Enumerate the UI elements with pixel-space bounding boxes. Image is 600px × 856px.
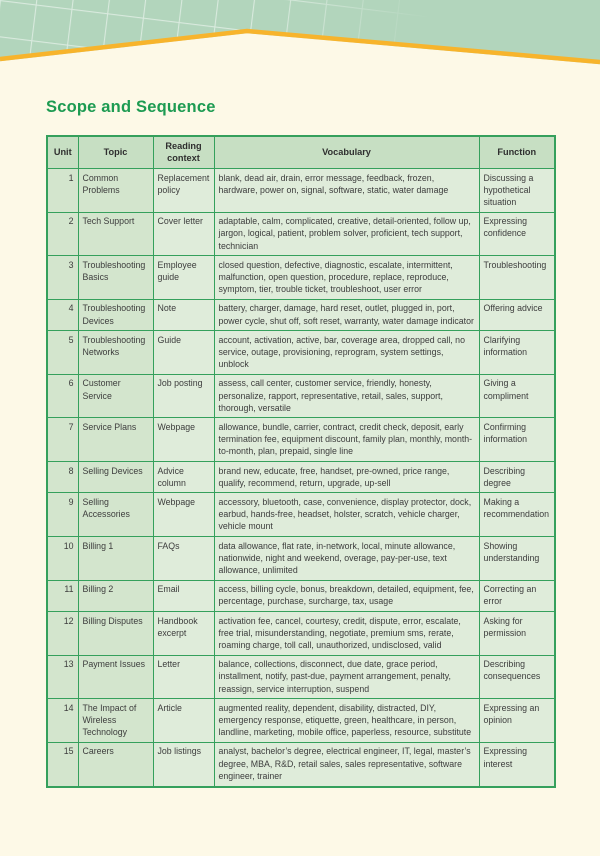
unit-cell: 14 (47, 699, 78, 743)
function-cell: Expressing interest (479, 742, 555, 786)
banner-graphic (0, 0, 600, 70)
topic-cell: Careers (78, 742, 153, 786)
reading-context-cell: Note (153, 299, 214, 330)
function-cell: Confirming information (479, 418, 555, 462)
reading-context-cell: Article (153, 699, 214, 743)
unit-cell: 7 (47, 418, 78, 462)
table-row (47, 331, 555, 375)
topic-cell: Billing 2 (78, 580, 153, 611)
reading-context-cell: Replacement policy (153, 169, 214, 213)
function-cell: Describing consequences (479, 655, 555, 699)
unit-cell: 5 (47, 331, 78, 375)
function-cell: Asking for permission (479, 612, 555, 656)
vocabulary-cell: balance, collections, disconnect, due date, grace period, installment, notify, past-due, payment arrangement, penalty, reassign, service interruption, suspend (214, 655, 479, 699)
column-header-topic: Topic (78, 136, 153, 169)
vocabulary-cell: accessory, bluetooth, case, convenience, display protector, dock, earbud, hands-free, headset, holster, scratch, vehicle charger, vehicle mount (214, 493, 479, 537)
unit-cell: 4 (47, 299, 78, 330)
vocabulary-cell: augmented reality, dependent, disability, distracted, DIY, emergency response, etiquette, green, healthcare, in person, landline, marketing, mobile office, paperless, resource, substitute (214, 699, 479, 743)
function-cell: Troubleshooting (479, 256, 555, 300)
reading-context-cell: Webpage (153, 418, 214, 462)
reading-context-cell: Letter (153, 655, 214, 699)
table-row (47, 580, 555, 611)
topic-cell: Billing 1 (78, 537, 153, 581)
table-row (47, 418, 555, 462)
function-cell: Showing understanding (479, 537, 555, 581)
reading-context-cell: FAQs (153, 537, 214, 581)
table-row (47, 462, 555, 493)
function-cell: Expressing confidence (479, 212, 555, 256)
unit-cell: 12 (47, 612, 78, 656)
reading-context-cell: Webpage (153, 493, 214, 537)
reading-context-cell: Handbook excerpt (153, 612, 214, 656)
topic-cell: The Impact of Wireless Technology (78, 699, 153, 743)
vocabulary-cell: data allowance, flat rate, in-network, local, minute allowance, nationwide, night and weekend, overage, pay-per-use, text allowance, unlimited (214, 537, 479, 581)
reading-context-cell: Guide (153, 331, 214, 375)
table-row (47, 742, 555, 786)
function-cell: Giving a compliment (479, 374, 555, 418)
unit-cell: 9 (47, 493, 78, 537)
vocabulary-cell: account, activation, active, bar, coverage area, dropped call, no service, outage, provisioning, reprogram, system settings, unblock (214, 331, 479, 375)
table-row (47, 169, 555, 213)
column-header-reading-context: Reading context (153, 136, 214, 169)
vocabulary-cell: brand new, educate, free, handset, pre-owned, price range, qualify, recommend, return, upgrade, up-sell (214, 462, 479, 493)
reading-context-cell: Email (153, 580, 214, 611)
column-header-unit: Unit (47, 136, 78, 169)
table-row (47, 493, 555, 537)
unit-cell: 11 (47, 580, 78, 611)
vocabulary-cell: activation fee, cancel, courtesy, credit, dispute, error, escalate, free trial, misunderstanding, negotiate, premium sms, rerate, roaming charge, toll call, unauthorized, undisclosed, valid (214, 612, 479, 656)
unit-cell: 15 (47, 742, 78, 786)
topic-cell: Selling Devices (78, 462, 153, 493)
vocabulary-cell: assess, call center, customer service, friendly, honesty, personalize, rapport, representative, retail, sales, support, thorough, versatile (214, 374, 479, 418)
topic-cell: Troubleshooting Networks (78, 331, 153, 375)
page-title: Scope and Sequence (46, 98, 216, 116)
unit-cell: 3 (47, 256, 78, 300)
function-cell: Discussing a hypothetical situation (479, 169, 555, 213)
vocabulary-cell: closed question, defective, diagnostic, escalate, intermittent, malfunction, open question, procedure, replace, reproduce, symptom, tier, trouble ticket, troubleshoot, user error (214, 256, 479, 300)
topic-cell: Service Plans (78, 418, 153, 462)
function-cell: Correcting an error (479, 580, 555, 611)
vocabulary-cell: analyst, bachelor’s degree, electrical engineer, IT, legal, master’s degree, MBA, R&D, retail sales, sales representative, software engineer, trainer (214, 742, 479, 786)
topic-cell: Billing Disputes (78, 612, 153, 656)
topic-cell: Common Problems (78, 169, 153, 213)
table-row (47, 699, 555, 743)
function-cell: Making a recommendation (479, 493, 555, 537)
table-row (47, 655, 555, 699)
reading-context-cell: Job listings (153, 742, 214, 786)
table-row (47, 537, 555, 581)
function-cell: Expressing an opinion (479, 699, 555, 743)
table-row (47, 256, 555, 300)
unit-cell: 8 (47, 462, 78, 493)
vocabulary-cell: access, billing cycle, bonus, breakdown, detailed, equipment, fee, percentage, purchase, surcharge, tax, usage (214, 580, 479, 611)
table-row (47, 299, 555, 330)
unit-cell: 2 (47, 212, 78, 256)
topic-cell: Selling Accessories (78, 493, 153, 537)
topic-cell: Tech Support (78, 212, 153, 256)
topic-cell: Payment Issues (78, 655, 153, 699)
function-cell: Clarifying information (479, 331, 555, 375)
vocabulary-cell: blank, dead air, drain, error message, feedback, frozen, hardware, power on, signal, software, static, water damage (214, 169, 479, 213)
topic-cell: Customer Service (78, 374, 153, 418)
function-cell: Describing degree (479, 462, 555, 493)
reading-context-cell: Advice column (153, 462, 214, 493)
reading-context-cell: Employee guide (153, 256, 214, 300)
table-row (47, 374, 555, 418)
vocabulary-cell: allowance, bundle, carrier, contract, credit check, deposit, early termination fee, equipment discount, family plan, monthly, month-to-month, plan, prepaid, single line (214, 418, 479, 462)
unit-cell: 10 (47, 537, 78, 581)
topic-cell: Troubleshooting Basics (78, 256, 153, 300)
reading-context-cell: Job posting (153, 374, 214, 418)
table-row (47, 612, 555, 656)
page-top-banner (0, 0, 600, 70)
unit-cell: 6 (47, 374, 78, 418)
reading-context-cell: Cover letter (153, 212, 214, 256)
unit-cell: 13 (47, 655, 78, 699)
vocabulary-cell: battery, charger, damage, hard reset, outlet, plugged in, port, power cycle, shut off, soft reset, warranty, water damage indicator (214, 299, 479, 330)
table-header-row (47, 136, 555, 169)
column-header-function: Function (479, 136, 555, 169)
column-header-vocabulary: Vocabulary (214, 136, 479, 169)
page-content (0, 70, 600, 788)
table-row (47, 212, 555, 256)
topic-cell: Troubleshooting Devices (78, 299, 153, 330)
vocabulary-cell: adaptable, calm, complicated, creative, detail-oriented, follow up, jargon, logical, patient, problem solver, proficient, tech support, technician (214, 212, 479, 256)
function-cell: Offering advice (479, 299, 555, 330)
unit-cell: 1 (47, 169, 78, 213)
scope-and-sequence-table (46, 135, 556, 788)
